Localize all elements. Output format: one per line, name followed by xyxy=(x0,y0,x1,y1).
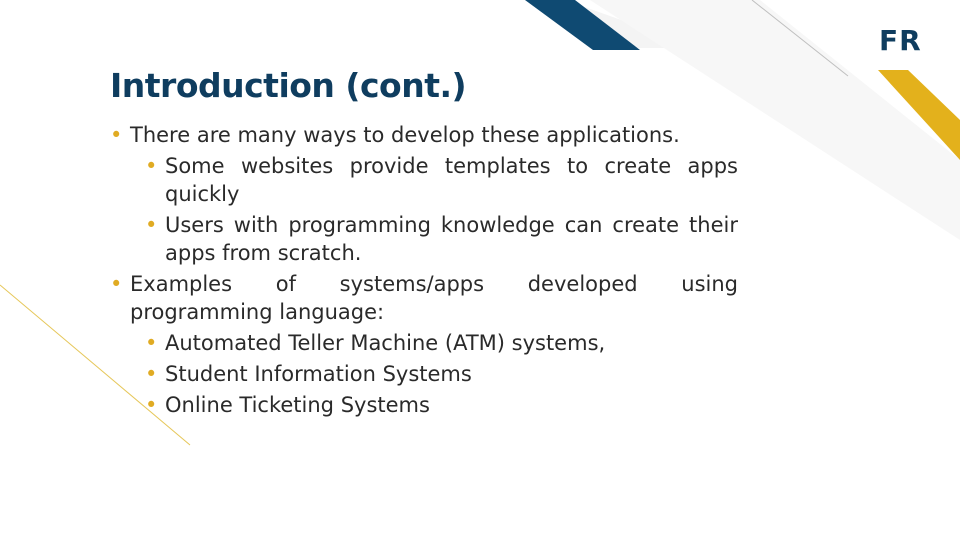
bullet-item xyxy=(110,270,738,326)
bullet-text: Examples of systems/apps developed using programming language: xyxy=(130,272,738,324)
bullet-item xyxy=(110,121,738,149)
sub-bullet-item xyxy=(145,391,738,419)
sub-bullet-item xyxy=(145,329,738,357)
sub-bullet-item xyxy=(145,152,738,208)
sub-bullet-item xyxy=(145,360,738,388)
sub-bullet-text: Online Ticketing Systems xyxy=(165,393,430,417)
bullet-icon: • xyxy=(145,154,158,178)
bullet-icon: • xyxy=(145,362,158,386)
bullet-list xyxy=(110,121,738,422)
bullet-icon: • xyxy=(145,393,158,417)
bullet-icon: • xyxy=(145,331,158,355)
sub-bullet-text: Student Information Systems xyxy=(165,362,472,386)
bullet-text: There are many ways to develop these applications. xyxy=(130,123,680,147)
brand-logo: FR xyxy=(879,24,922,57)
sub-bullet-text: Automated Teller Machine (ATM) systems, xyxy=(165,331,606,355)
sub-bullet-item xyxy=(145,211,738,267)
sub-bullet-text: Users with programming knowledge can create their apps from scratch. xyxy=(165,213,738,265)
bullet-icon: • xyxy=(110,272,123,296)
slide-title: Introduction (cont.) xyxy=(110,66,467,105)
bullet-icon: • xyxy=(145,213,158,237)
bullet-icon: • xyxy=(110,123,123,147)
sub-bullet-text: Some websites provide templates to create apps quickly xyxy=(165,154,738,206)
